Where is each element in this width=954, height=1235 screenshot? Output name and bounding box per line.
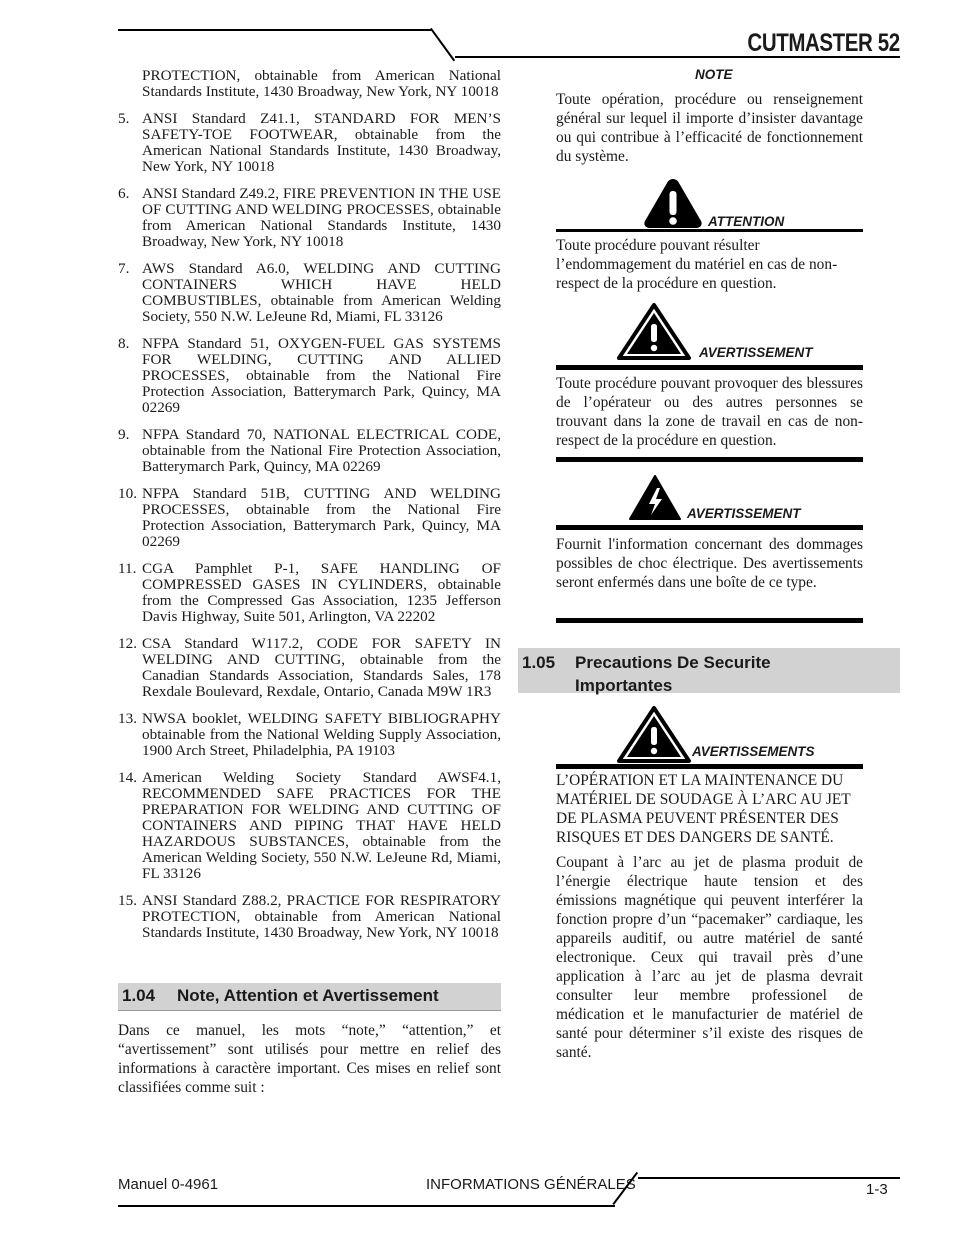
- header-rule-diagonal: [430, 28, 455, 62]
- avertissements-label: AVERTISSEMENTS: [692, 744, 815, 759]
- section-title-line1: Precautions De Securite: [575, 653, 771, 672]
- reference-text: NWSA booklet, WELDING SAFETY BIBLIOGRAPHY obtainable from the National Welding Supply Association, 1900 Arch Street, Philadelphia, PA 19103: [142, 710, 501, 759]
- reference-number: 15.: [118, 892, 137, 909]
- reference-number: 5.: [118, 110, 130, 127]
- footer-manual-number: Manuel 0-4961: [118, 1176, 219, 1193]
- reference-number: 8.: [118, 335, 130, 352]
- reference-list: [118, 111, 501, 941]
- reference-text: ANSI Standard Z41.1, STANDARD FOR MEN’S SAFETY-TOE FOOTWEAR, obtainable from the American National Standards Institute, 1430 Broadway, New York, NY 10018: [142, 110, 501, 175]
- reference-text: NFPA Standard 51, OXYGEN-FUEL GAS SYSTEMS FOR WELDING, CUTTING AND ALLIED PROCESSES, obtainable from the National Fire Protection Association, Batterymarch Park, Quincy, MA 02269: [142, 335, 501, 416]
- reference-number: 11.: [118, 560, 137, 577]
- reference-number: 6.: [118, 185, 130, 202]
- reference-item: [118, 893, 501, 941]
- avertissement-rule-top-2: [556, 525, 863, 530]
- avertissement-rule-top-1: [556, 365, 863, 370]
- reference-item: [118, 770, 501, 882]
- reference-number: 9.: [118, 426, 130, 443]
- reference-item: [118, 711, 501, 759]
- reference-number: 10.: [118, 485, 137, 502]
- reference-item: [118, 186, 501, 250]
- reference-continuation: [118, 68, 501, 100]
- section-heading-1-05: [518, 648, 900, 693]
- footer-rule-left: [118, 1205, 615, 1207]
- reference-item: [118, 561, 501, 625]
- warning-icon: [617, 303, 691, 365]
- section-heading-1-04: [118, 983, 501, 1011]
- reference-text: ANSI Standard Z49.2, FIRE PREVENTION IN THE USE OF CUTTING AND WELDING PROCESSES, obtainable from American National Standards Institute, 1430 Broadway, New York, NY 10018: [142, 185, 501, 250]
- reference-text: American Welding Society Standard AWSF4.1, RECOMMENDED SAFE PRACTICES FOR THE PREPARATION FOR WELDING AND CUTTING OF CONTAINERS AND PIPING THAT HAVE HELD HAZARDOUS SUBSTANCES, obtainable from the American Welding Society, 550 N.W. LeJeune Rd, Miami, FL 33126: [142, 769, 501, 882]
- footer-section-name: INFORMATIONS GÉNÉRALES: [426, 1176, 636, 1193]
- footer-rule-right: [638, 1177, 900, 1179]
- reference-item: [118, 636, 501, 700]
- reference-number: 7.: [118, 260, 130, 277]
- reference-item: [118, 261, 501, 325]
- avertissement-label-1: AVERTISSEMENT: [699, 345, 813, 360]
- avertissements-caps-text: L’OPÉRATION ET LA MAINTENANCE DU MATÉRIEL DE SOUDAGE À L’ARC AU JET DE PLASMA PEUVENT PRÉSENTER DES RISQUES ET DES DANGERS DE SANTÉ.: [556, 772, 851, 846]
- avertissement-rule-bottom-1: [556, 457, 863, 462]
- reference-item: [118, 486, 501, 550]
- electric-shock-icon: [629, 475, 681, 525]
- reference-text: NFPA Standard 51B, CUTTING AND WELDING PROCESSES, obtainable from the National Fire Protection Association, Batterymarch Park, Quincy, MA 02269: [142, 485, 501, 550]
- reference-item: [118, 111, 501, 175]
- reference-continuation-text: PROTECTION, obtainable from American National Standards Institute, 1430 Broadway, New York, NY 10018: [142, 67, 501, 100]
- avertissement-text-1: Toute procédure pouvant provoquer des blessures de l’opérateur ou des autres personnes se trouvant dans la zone de travail en cas de non-respect de la procédure en question.: [556, 375, 863, 449]
- section-title: Note, Attention et Avertissement: [177, 986, 439, 1005]
- caution-icon: [643, 177, 703, 234]
- reference-text: NFPA Standard 70, NATIONAL ELECTRICAL CODE, obtainable from the National Fire Protection Association, Batterymarch Park, Quincy, MA 02269: [142, 426, 501, 475]
- section-number: 1.05: [522, 653, 556, 672]
- reference-text: ANSI Standard Z88.2, PRACTICE FOR RESPIRATORY PROTECTION, obtainable from American National Standards Institute, 1430 Broadway, New York, NY 10018: [142, 892, 501, 941]
- section-title-line2: Importantes: [575, 676, 673, 695]
- avertissements-rule-top: [556, 764, 863, 769]
- left-column: [118, 68, 501, 952]
- reference-number: 12.: [118, 635, 137, 652]
- attention-label: ATTENTION: [708, 214, 785, 229]
- header-title: CUTMASTER 52: [747, 29, 900, 57]
- section-number: 1.04: [122, 986, 156, 1005]
- reference-text: AWS Standard A6.0, WELDING AND CUTTING CONTAINERS WHICH HAVE HELD COMBUSTIBLES, obtainable from American Welding Society, 550 N.W. LeJeune Rd, Miami, FL 33126: [142, 260, 501, 325]
- avertissement-label-2: AVERTISSEMENT: [687, 506, 801, 521]
- reference-text: CGA Pamphlet P-1, SAFE HANDLING OF COMPRESSED GASES IN CYLINDERS, obtainable from the Compressed Gas Association, 1235 Jefferson Davis Highway, Suite 501, Arlington, VA 22202: [142, 560, 501, 625]
- avertissements-body-text: Coupant à l’arc au jet de plasma produit de l’énergie électrique haute tension et des émissions magnétique qui peuvent interférer la fonction propre d’un “pacemaker” cardiaque, les appareils auditif, ou autre matériel de santé electronique. Ceux qui travail près d’une application à l’arc au jet de plasma devrait consulter leur membre professionel de médication et le manufacturier de matériel de santé pour déterminer s’il existe des risques de santé.: [556, 854, 863, 1061]
- attention-rule-top: [556, 229, 863, 232]
- header-rule-left: [118, 29, 431, 31]
- note-label: NOTE: [695, 67, 733, 82]
- attention-text: Toute procédure pouvant résulter l’endommagement du matériel en cas de non-respect de la procédure en question.: [556, 237, 838, 292]
- reference-item: [118, 336, 501, 416]
- section-1-04-paragraph: Dans ce manuel, les mots “note,” “attention,” et “avertissement” sont utilisés pour mettre en relief des informations à caractère important. Ces mises en relief sont classifiées comme suit :: [118, 1022, 501, 1096]
- warning-icon: [617, 706, 691, 768]
- footer-page-number: 1-3: [866, 1181, 888, 1198]
- reference-item: [118, 427, 501, 475]
- avertissement-text-2: Fournit l'information concernant des dommages possibles de choc électrique. Des avertissements seront enfermés dans une boîte de ce type.: [556, 536, 863, 591]
- reference-number: 14.: [118, 769, 137, 786]
- note-text: Toute opération, procédure ou renseignement général sur lequel il importe d’insister davantage ou qui contribue à l’efficacité de fonctionnement du système.: [556, 91, 863, 165]
- reference-number: 13.: [118, 710, 137, 727]
- reference-text: CSA Standard W117.2, CODE FOR SAFETY IN WELDING AND CUTTING, obtainable from the Canadian Standards Association, Standards Sales, 178 Rexdale Boulevard, Rexdale, Ontario, Canada M9W 1R3: [142, 635, 501, 700]
- avertissement-rule-bottom-2: [556, 618, 863, 623]
